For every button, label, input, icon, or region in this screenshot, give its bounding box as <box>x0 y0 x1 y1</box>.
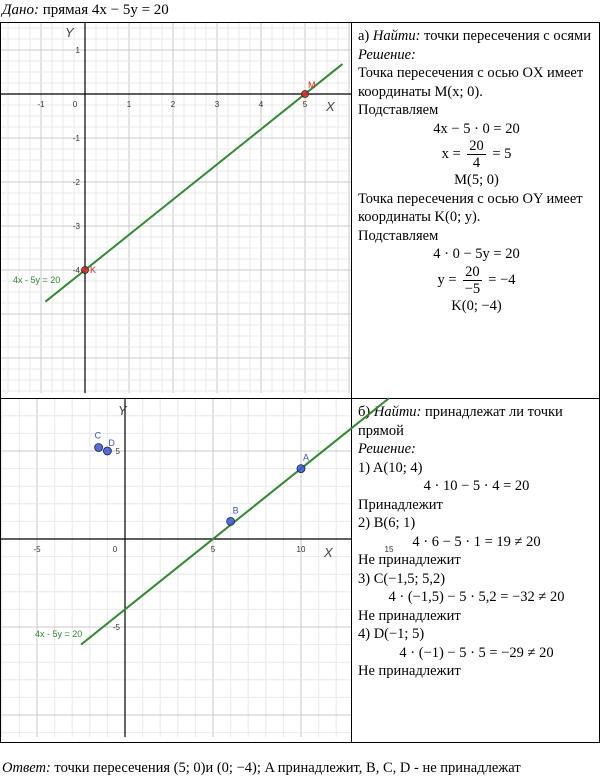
part-a-eq3: 4 · 0 − 5y = 20 <box>433 246 520 262</box>
eq4-numerator: 20 <box>465 263 480 280</box>
x-tick-label: 2 <box>170 100 176 109</box>
part-a-heading <box>358 27 595 46</box>
part-a-substitute-1: Подставляем <box>358 102 439 118</box>
part-a-find: Найти: <box>372 28 421 44</box>
point-label-k: K <box>90 265 97 275</box>
x-tick-label: 10 <box>296 545 306 554</box>
part-b-prefix: б) <box>358 404 371 420</box>
x-tick-label: -1 <box>37 100 45 109</box>
x-tick-label: 5 <box>210 545 216 554</box>
part-a-result-m: M(5; 0) <box>454 172 499 188</box>
part-a-solution-label: Решение: <box>358 46 416 63</box>
x-tick-label: -5 <box>33 545 41 554</box>
part-b-item-1: 1) A(10; 4) <box>358 459 423 476</box>
part-a-result-k: K(0; −4) <box>451 297 502 314</box>
eq4-fraction <box>463 264 482 297</box>
point-c <box>95 443 103 451</box>
point-k <box>82 267 89 274</box>
part-b-item-3: 3) C(−1,5; 5,2) <box>358 570 446 587</box>
y-axis-label: Y <box>65 25 74 40</box>
x-tick-label: 0 <box>112 545 118 554</box>
part-b-result-4: Не принадлежит <box>358 663 461 679</box>
point-label-c: C <box>94 430 102 441</box>
y-tick-label: 5 <box>115 447 120 456</box>
y-tick-label: -1 <box>72 134 80 143</box>
part-b-eq-4: 4 · (−1) − 5 · 5 = −29 ≠ 20 <box>399 644 554 661</box>
eq2-numerator: 20 <box>469 138 484 154</box>
answer-text: точки пересечения (5; 0)и (0; −4); A принадлежит, B, C, D - не принадлежат <box>54 760 521 776</box>
part-b-heading <box>358 403 595 440</box>
given-line <box>2 2 169 19</box>
part-a-eq4 <box>358 264 595 297</box>
given-text: прямая 4x − 5y = 20 <box>42 2 169 18</box>
eq4-denominator: −5 <box>464 280 481 297</box>
part-b-item-4: 4) D(−1; 5) <box>358 626 425 642</box>
part-b-solution-label: Решение: <box>358 441 416 457</box>
point-label-d: D <box>108 438 115 448</box>
part-a-oy-text: Точка пересечения с осью OY имеет координаты K(0; y). <box>358 190 583 225</box>
eq2-rhs: = 5 <box>492 145 512 162</box>
part-b-item-2: 2) B(6; 1) <box>358 515 416 531</box>
y-tick-label: 1 <box>75 46 80 55</box>
part-a-task: точки пересечения с осями <box>424 28 591 44</box>
part-a-eq2 <box>358 138 595 171</box>
x-tick-label: 1 <box>126 100 132 109</box>
part-b-result-3: Не принадлежит <box>358 607 461 624</box>
eq2-denominator: 4 <box>472 155 481 171</box>
x-tick-label: 15 <box>384 545 394 554</box>
eq4-lhs: y = <box>437 271 457 288</box>
part-b-task: принадлежат ли точки прямой <box>358 404 563 439</box>
y-axis-label: Y <box>118 403 127 418</box>
point-a <box>297 465 305 473</box>
part-a-ox-text: Точка пересечения с осью OX имеет координаты M(x; 0). <box>358 65 584 100</box>
part-b-eq-3: 4 · (−1,5) − 5 · 5,2 = −32 ≠ 20 <box>388 589 565 605</box>
eq2-lhs: x = <box>441 145 461 162</box>
y-tick-label: -4 <box>72 266 80 275</box>
graph-a <box>1 23 351 393</box>
point-m <box>302 91 309 98</box>
point-b <box>227 517 235 525</box>
x-tick-label: 0 <box>72 100 78 109</box>
part-b-result-2: Не принадлежит <box>358 552 461 568</box>
point-label-m: M <box>308 80 316 90</box>
solution-table <box>0 22 600 743</box>
part-a-substitute-2: Подставляем <box>358 227 439 244</box>
point-d <box>103 447 111 455</box>
y-tick-label: -5 <box>112 623 120 632</box>
point-label-a: A <box>303 452 310 463</box>
answer-line <box>2 760 521 777</box>
y-tick-label: -3 <box>72 222 80 231</box>
y-tick-label: -2 <box>72 178 80 187</box>
line-equation-label: 4x - 5y = 20 <box>35 629 83 639</box>
part-b-find: Найти: <box>373 404 422 420</box>
point-label-b: B <box>232 505 239 516</box>
eq2-fraction <box>467 138 486 171</box>
part-b-cell <box>352 399 600 743</box>
x-tick-label: 4 <box>258 100 264 109</box>
x-axis-label: X <box>324 545 333 560</box>
part-a-eq1: 4x − 5 · 0 = 20 <box>433 120 520 137</box>
x-tick-label: 3 <box>214 100 220 109</box>
part-b-eq-2: 4 · 6 − 5 · 1 = 19 ≠ 20 <box>412 533 541 550</box>
answer-label: Ответ: <box>2 760 51 776</box>
part-a-cell <box>352 23 600 399</box>
eq4-rhs: = −4 <box>488 271 516 288</box>
part-a-prefix: а) <box>358 28 370 44</box>
line-equation-label: 4x - 5y = 20 <box>13 275 61 285</box>
part-b-result-1: Принадлежит <box>358 496 443 513</box>
x-axis-label: X <box>326 99 335 114</box>
given-label: Дано: <box>2 2 39 18</box>
part-b-eq-1: 4 · 10 − 5 · 4 = 20 <box>423 478 530 494</box>
x-tick-label: 5 <box>302 100 308 109</box>
graph-a-cell <box>1 23 352 399</box>
